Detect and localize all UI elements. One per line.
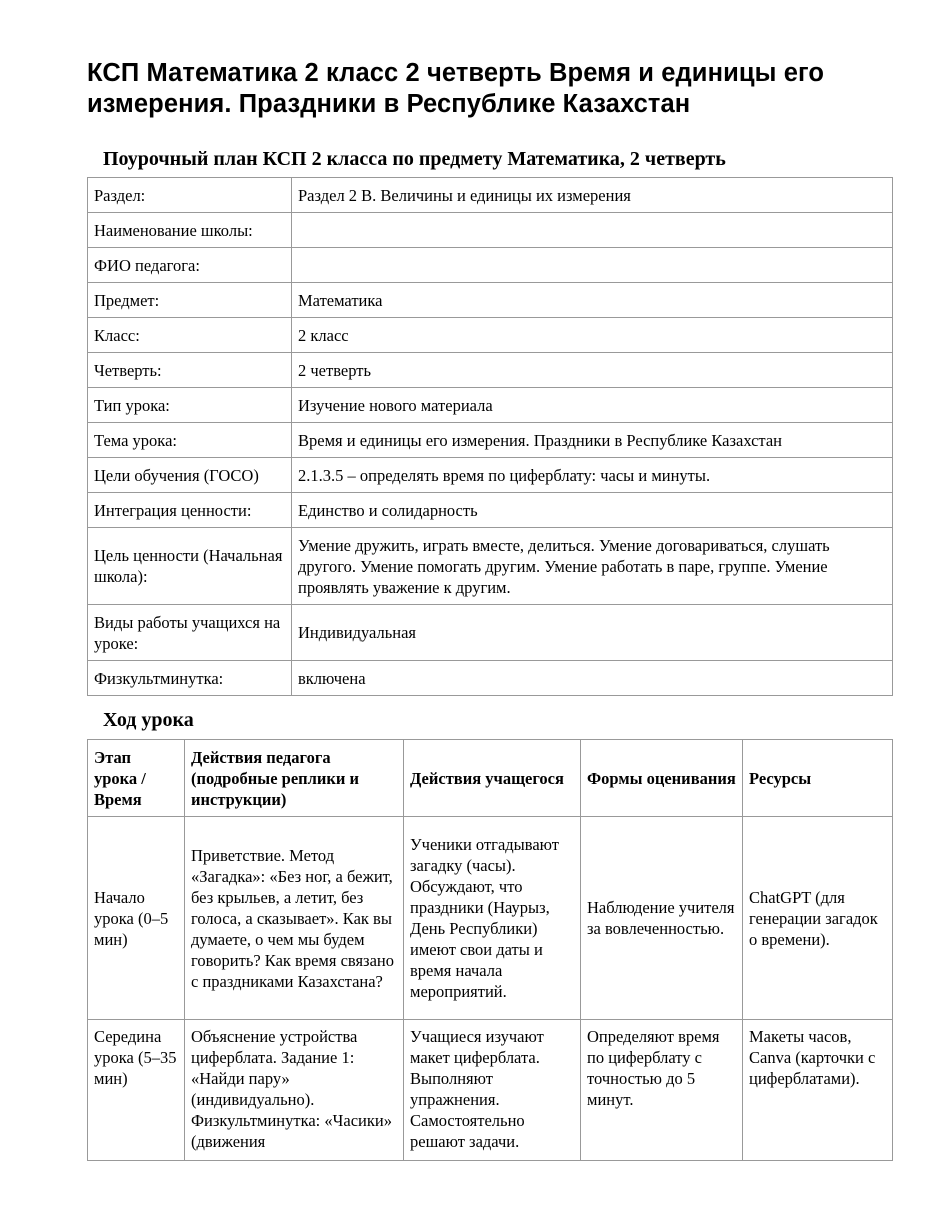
info-row (88, 318, 893, 353)
info-row (88, 493, 893, 528)
column-header-student-actions: Действия учащегося (404, 740, 581, 817)
info-value (292, 213, 893, 248)
cell-resources: Макеты часов, Canva (карточки с циферблатами). (743, 1020, 893, 1161)
cell-assessment: Наблюдение учителя за вовлеченностью. (581, 817, 743, 1020)
info-key: Тема урока: (88, 423, 292, 458)
info-key: Физкультминутка: (88, 661, 292, 696)
cell-teacher-actions: Объяснение устройства циферблата. Задание 1: «Найди пару» (индивидуально). Физкультминутка: «Часики» (движения (185, 1020, 404, 1161)
column-header-stage: Этап урока / Время (88, 740, 185, 817)
lesson-progress-table (87, 739, 893, 1161)
table-header-row (88, 740, 893, 817)
info-key: Четверть: (88, 353, 292, 388)
cell-teacher-actions: Приветствие. Метод «Загадка»: «Без ног, а бежит, без крыльев, а летит, без голоса, а сказывает». Как вы думаете, о чем мы будем говорить? Как время связано с праздниками Казахстана? (185, 817, 404, 1020)
info-key: Раздел: (88, 178, 292, 213)
lesson-info-table (87, 177, 893, 696)
info-key: ФИО педагога: (88, 248, 292, 283)
column-header-teacher-actions: Действия педагога (подробные реплики и инструкции) (185, 740, 404, 817)
info-value: 2 класс (292, 318, 893, 353)
cell-stage: Начало урока (0–5 мин) (88, 817, 185, 1020)
info-row (88, 423, 893, 458)
info-key: Тип урока: (88, 388, 292, 423)
cell-student-actions: Учащиеся изучают макет циферблата. Выполняют упражнения. Самостоятельно решают задачи. (404, 1020, 581, 1161)
info-value: Изучение нового материала (292, 388, 893, 423)
info-key: Цель ценности (Начальная школа): (88, 528, 292, 605)
info-value: Время и единицы его измерения. Праздники в Республике Казахстан (292, 423, 893, 458)
info-value: Раздел 2 В. Величины и единицы их измерения (292, 178, 893, 213)
document-page (87, 0, 893, 1161)
cell-assessment: Определяют время по циферблату с точностью до 5 минут. (581, 1020, 743, 1161)
cell-stage: Середина урока (5–35 мин) (88, 1020, 185, 1161)
info-key: Наименование школы: (88, 213, 292, 248)
info-row (88, 661, 893, 696)
info-row (88, 213, 893, 248)
plan-heading: Поурочный план КСП 2 класса по предмету Математика, 2 четверть (103, 148, 726, 170)
table-row (88, 1020, 893, 1161)
info-value: 2 четверть (292, 353, 893, 388)
info-row (88, 605, 893, 661)
info-row (88, 178, 893, 213)
info-key: Класс: (88, 318, 292, 353)
info-key: Виды работы учащихся на уроке: (88, 605, 292, 661)
info-value: Индивидуальная (292, 605, 893, 661)
progress-heading: Ход урока (103, 709, 194, 731)
info-row (88, 458, 893, 493)
info-value: Умение дружить, играть вместе, делиться. Умение договариваться, слушать другого. Умение помогать другим. Умение работать в паре, группе. Умение проявлять уважение к другим. (292, 528, 893, 605)
info-row (88, 283, 893, 318)
table-row (88, 817, 893, 1020)
info-value: Математика (292, 283, 893, 318)
info-row (88, 528, 893, 605)
info-value: включена (292, 661, 893, 696)
info-row (88, 353, 893, 388)
column-header-assessment: Формы оценивания (581, 740, 743, 817)
column-header-resources: Ресурсы (743, 740, 893, 817)
document-title: КСП Математика 2 класс 2 четверть Время и единицы его измерения. Праздники в Республике Казахстан (87, 59, 825, 118)
info-row (88, 388, 893, 423)
cell-resources: ChatGPT (для генерации загадок о времени). (743, 817, 893, 1020)
info-key: Предмет: (88, 283, 292, 318)
info-value (292, 248, 893, 283)
info-key: Интеграция ценности: (88, 493, 292, 528)
info-value: 2.1.3.5 – определять время по циферблату: часы и минуты. (292, 458, 893, 493)
cell-student-actions: Ученики отгадывают загадку (часы). Обсуждают, что праздники (Наурыз, День Республики) имеют свои даты и время начала мероприятий. (404, 817, 581, 1020)
info-value: Единство и солидарность (292, 493, 893, 528)
info-key: Цели обучения (ГОСО) (88, 458, 292, 493)
info-row (88, 248, 893, 283)
